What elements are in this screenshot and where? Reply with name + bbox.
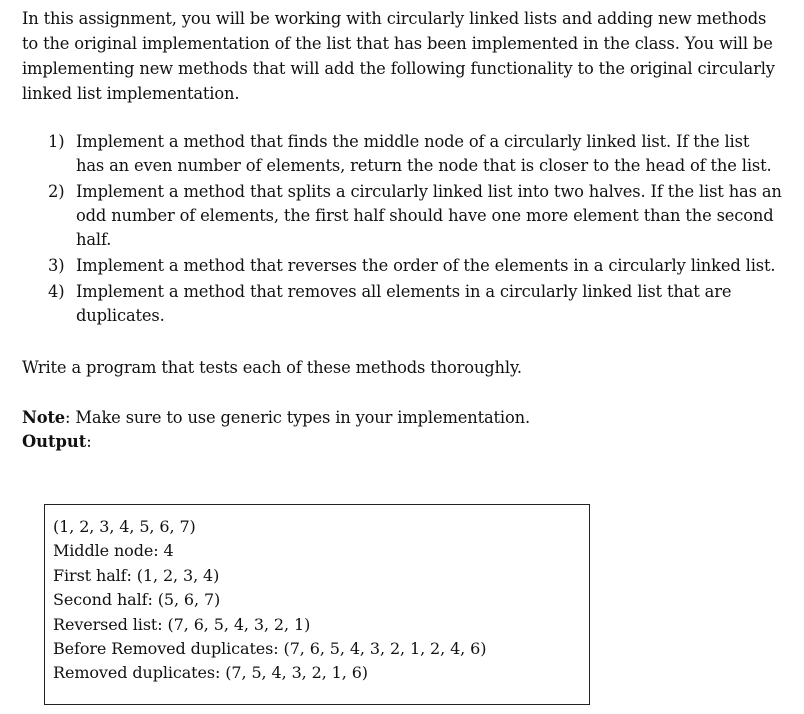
output-line: First half: (1, 2, 3, 4) [53, 565, 220, 585]
write-program-instruction: Write a program that tests each of these methods thoroughly. [22, 358, 522, 377]
task-text: Implement a method that reverses the order of the elements in a circularly linked list. [76, 256, 776, 275]
task-text: Implement a method that removes all elements in a circularly linked list that are duplicates. [76, 282, 732, 325]
task-item-4 [22, 280, 782, 328]
output-line: Removed duplicates: (7, 5, 4, 3, 2, 1, 6) [53, 663, 368, 683]
note-label: Note [22, 408, 66, 427]
task-number: 2) [48, 182, 65, 201]
task-list [22, 130, 782, 328]
output-line: (1, 2, 3, 4, 5, 6, 7) [53, 517, 196, 536]
output-line: Before Removed duplicates: (7, 6, 5, 4, 3, 2, 1, 2, 4, 6) [53, 639, 487, 659]
task-number: 3) [48, 256, 65, 275]
output-box [44, 504, 590, 705]
task-item-3 [22, 254, 782, 278]
output-line: Second half: (5, 6, 7) [53, 590, 221, 610]
output-heading [22, 430, 782, 454]
output-label-suffix: : [86, 432, 92, 451]
task-number: 4) [48, 282, 65, 301]
task-item-1 [22, 130, 782, 178]
intro-paragraph: In this assignment, you will be working with circularly linked lists and adding new methods to the original implementation of the list that has been implemented in the class. You will be implementing new methods that will add the following functionality to the original circularly linked list implementation. [22, 9, 775, 103]
note-text: : Make sure to use generic types in your implementation. [65, 408, 530, 427]
task-text: Implement a method that splits a circularly linked list into two halves. If the list has an odd number of elements, the first half should have one more element than the second half. [76, 182, 782, 249]
output-line: Reversed list: (7, 6, 5, 4, 3, 2, 1) [53, 614, 311, 634]
output-label: Output [22, 432, 87, 451]
task-number: 1) [48, 132, 65, 151]
task-item-2 [22, 180, 782, 252]
note-paragraph [22, 406, 782, 430]
output-line: Middle node: 4 [53, 541, 174, 561]
assignment-document [22, 6, 782, 454]
task-text: Implement a method that finds the middle node of a circularly linked list. If the list has an even number of elements, return the node that is closer to the head of the list. [76, 132, 772, 175]
